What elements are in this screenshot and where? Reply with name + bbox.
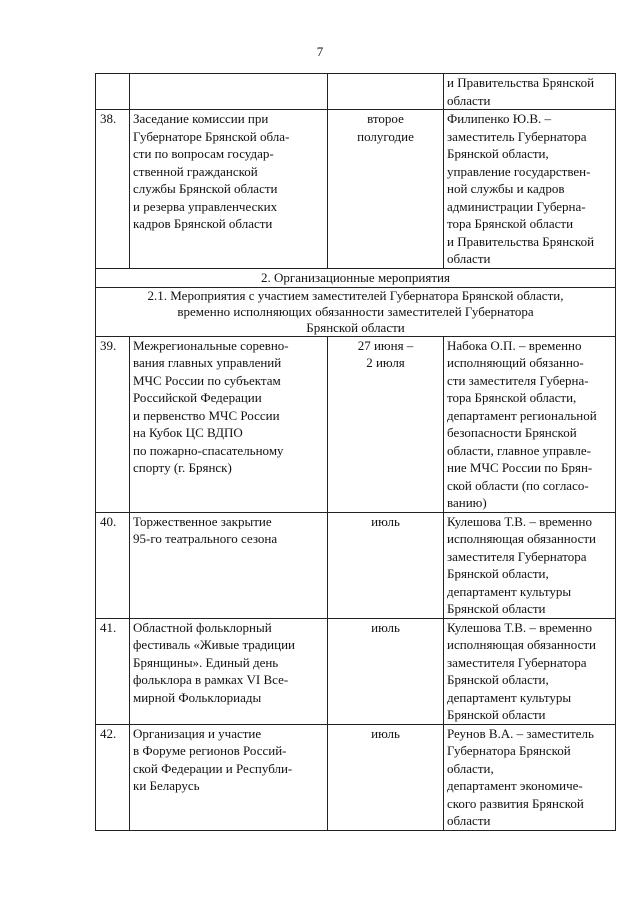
section-header-row: [96, 268, 616, 287]
date-cell: [328, 74, 444, 110]
event-cell: Организация и участие в Форуме регионов Россий- ской Федерации и Республи- ки Беларусь: [130, 724, 328, 830]
event-cell: Торжественное закрытие 95-го театрального сезона: [130, 512, 328, 618]
responsible-cell: Набока О.П. – временно исполняющий обязанно- сти заместителя Губерна- тора Брянской области, департамент региональной безопасности Брянской области, главное управле- ние МЧС России по Брян- ской области (по согласо- ванию): [444, 336, 616, 512]
table-row: [96, 512, 616, 618]
date-cell: второе полугодие: [328, 110, 444, 269]
row-number-cell: 39.: [96, 336, 130, 512]
row-number-cell: [96, 74, 130, 110]
row-number-cell: 41.: [96, 618, 130, 724]
rows-after-section: [96, 336, 616, 830]
event-cell: [130, 74, 328, 110]
responsible-cell: и Правительства Брянской области: [444, 74, 616, 110]
subsection-title: 2.1. Мероприятия с участием заместителей Губернатора Брянской области, временно исполняющих обязанности заместителей Губернатора Брянской области: [96, 287, 616, 336]
responsible-cell: Филипенко Ю.В. – заместитель Губернатора Брянской области, управление государствен- ной службы и кадров администрации Губерна- тора Брянской области и Правительства Брянской области: [444, 110, 616, 269]
row-number-cell: 40.: [96, 512, 130, 618]
responsible-cell: Реунов В.А. – заместитель Губернатора Брянской области, департамент экономиче- ского развития Брянской области: [444, 724, 616, 830]
event-cell: Областной фольклорный фестиваль «Живые традиции Брянщины». Единый день фольклора в рамках VI Все- мирной Фольклориады: [130, 618, 328, 724]
responsible-cell: Кулешова Т.В. – временно исполняющая обязанности заместителя Губернатора Брянской области, департамент культуры Брянской области: [444, 618, 616, 724]
events-plan-table: [95, 73, 616, 831]
event-cell: Заседание комиссии при Губернаторе Брянской обла- сти по вопросам государ- ственной гражданской службы Брянской области и резерва управленческих кадров Брянской области: [130, 110, 328, 269]
date-cell: июль: [328, 618, 444, 724]
event-cell: Межрегиональные соревно- вания главных управлений МЧС России по субъектам Российской Федерации и первенство МЧС России на Кубок ЦС ВДПО по пожарно-спасательному спорту (г. Брянск): [130, 336, 328, 512]
row-number-cell: 38.: [96, 110, 130, 269]
section-block: [96, 268, 616, 336]
date-cell: июль: [328, 724, 444, 830]
row-number-cell: 42.: [96, 724, 130, 830]
responsible-cell: Кулешова Т.В. – временно исполняющая обязанности заместителя Губернатора Брянской области, департамент культуры Брянской области: [444, 512, 616, 618]
table-row: [96, 724, 616, 830]
subsection-header-row: [96, 287, 616, 336]
table-row: [96, 110, 616, 269]
table-row-continued: [96, 74, 616, 110]
section-title: 2. Организационные мероприятия: [96, 268, 616, 287]
table-row: [96, 336, 616, 512]
table-row: [96, 618, 616, 724]
rows-before-section: [96, 74, 616, 269]
date-cell: июль: [328, 512, 444, 618]
page-number: 7: [316, 44, 324, 59]
date-cell: 27 июня – 2 июля: [328, 336, 444, 512]
